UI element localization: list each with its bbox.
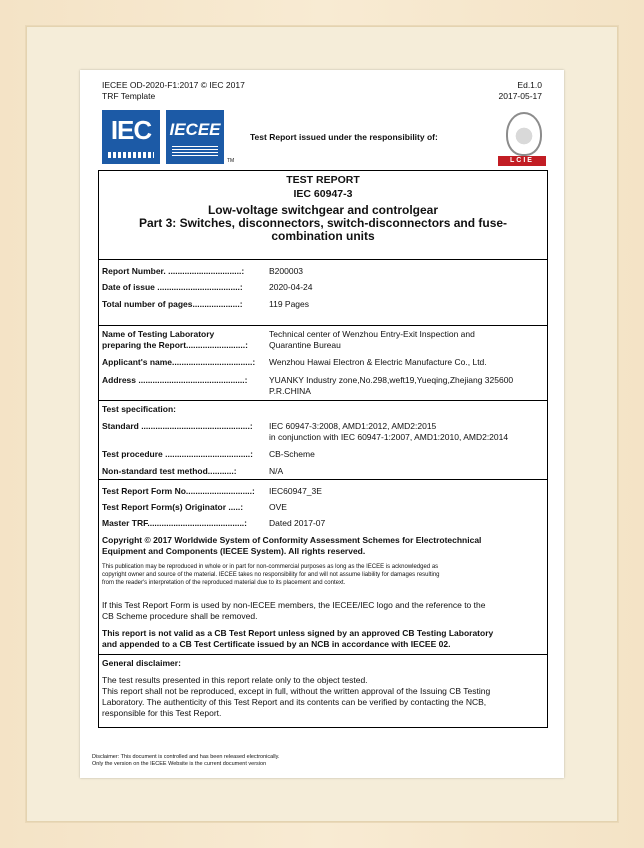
field-label: Test Report Form No............................:: [102, 486, 255, 496]
divider: [99, 654, 547, 655]
lcie-logo: LCIE: [498, 112, 546, 168]
field-label: Standard ..............................................:: [102, 421, 253, 431]
divider: [99, 325, 547, 326]
responsibility-text: Test Report issued under the responsibility of:: [250, 132, 438, 142]
iecee-logo: IECEE: [166, 110, 224, 164]
divider: [99, 400, 547, 401]
lab-name: Quarantine Bureau: [269, 340, 341, 350]
divider: [99, 259, 547, 260]
disclaimer-text: The test results presented in this report relate only to the object tested.: [102, 675, 368, 685]
standard: in conjunction with IEC 60947-1:2007, AMD1:2010, AMD2:2014: [269, 432, 509, 442]
edition: Ed.1.0: [517, 80, 542, 90]
field-label: Master TRF.........................................:: [102, 518, 247, 528]
iec-logo: IEC: [102, 110, 160, 164]
copyright-small: This publication may be reproduced in whole or in part for non-commercial purposes as long as the IECEE is acknowledged as: [102, 564, 439, 570]
lab-name: Technical center of Wenzhou Entry-Exit Inspection and: [269, 329, 475, 339]
field-label: Applicant's name..................................:: [102, 357, 256, 367]
validity-text: This report is not valid as a CB Test Report unless signed by an approved CB Testing Laboratory: [102, 628, 494, 638]
footer-disclaimer: Disclaimer: This document is controlled and has been released electronically. Only the version on the IECEE Website is the current document version: [92, 754, 280, 767]
field-label: Non-standard test method...........:: [102, 466, 237, 476]
field-label: preparing the Report.........................:: [102, 340, 248, 350]
test-procedure: CB-Scheme: [269, 449, 315, 459]
certificate-page: [80, 70, 564, 778]
disclaimer-text: responsible for this Test Report.: [102, 708, 222, 718]
non-standard-method: N/A: [269, 466, 284, 476]
field-label: Test Report Form(s) Originator .....:: [102, 502, 244, 512]
header-right: [499, 80, 542, 102]
master-trf: Dated 2017-07: [269, 518, 326, 528]
nonmember-text: CB Scheme procedure shall be removed.: [102, 611, 258, 621]
applicant-name: Wenzhou Hawai Electron & Electric Manufacture Co., Ltd.: [269, 357, 487, 367]
trademark: TM: [227, 158, 235, 164]
standard: IEC 60947-3:2008, AMD1:2012, AMD2:2015: [269, 421, 437, 431]
section-heading: Test specification:: [102, 404, 176, 414]
edition-date: 2017-05-17: [498, 91, 542, 101]
address: P.R.CHINA: [269, 386, 311, 396]
form-number: IEC60947_3E: [269, 486, 322, 496]
seal-icon: [506, 112, 542, 156]
address: YUANKY Industry zone,No.298,weft19,Yueqing,Zhejiang 325600: [269, 375, 514, 385]
field-label: Total number of pages....................:: [102, 299, 243, 309]
standard-heading: IEC 60947-3: [293, 188, 353, 200]
header-left: [102, 80, 245, 102]
report-number: B200003: [269, 266, 304, 276]
doc-id: IECEE OD-2020-F1:2017 © IEC 2017: [102, 80, 245, 90]
title-block: [99, 171, 547, 243]
copyright-small: from the reader's interpretation of the reproduced material due to its placement and context.: [102, 580, 346, 586]
disclaimer-heading: General disclaimer:: [102, 658, 181, 668]
disclaimer-text: Laboratory. The authenticity of this Test Report and its contents can be verified by contacting the NCB,: [102, 697, 487, 707]
title-line: combination units: [271, 229, 375, 243]
total-pages: 119 Pages: [269, 299, 310, 309]
title-line: Low-voltage switchgear and controlgear: [207, 203, 439, 217]
nonmember-text: If this Test Report Form is used by non-IECEE members, the IECEE/IEC logo and the reference to the: [102, 600, 486, 610]
report-box: [98, 170, 548, 728]
field-label: Name of Testing Laboratory: [102, 329, 215, 339]
form-originator: OVE: [269, 502, 287, 512]
copyright-text: Copyright © 2017 Worldwide System of Conformity Assessment Schemes for Electrotechnical: [102, 535, 482, 545]
disclaimer-text: This report shall not be reproduced, except in full, without the written approval of the Issuing CB Testing: [102, 686, 491, 696]
title-line: Part 3: Switches, disconnectors, switch-disconnectors and fuse-: [138, 216, 508, 230]
field-label: Report Number. ...............................:: [102, 266, 245, 276]
date-of-issue: 2020-04-24: [269, 282, 313, 292]
validity-text: and appended to a CB Test Certificate issued by an NCB in accordance with IECEE 02.: [102, 639, 451, 649]
template-label: TRF Template: [102, 91, 156, 101]
copyright-small: copyright owner and source of the material. IECEE takes no responsibility for and will not assume liability for damages resulting: [102, 572, 440, 578]
field-label: Address .............................................:: [102, 375, 248, 385]
report-heading: TEST REPORT: [286, 174, 360, 186]
field-label: Test procedure ....................................:: [102, 449, 253, 459]
field-label: Date of issue ...................................:: [102, 282, 243, 292]
copyright-text: Equipment and Components (IECEE System). All rights reserved.: [102, 546, 366, 556]
divider: [99, 479, 547, 480]
